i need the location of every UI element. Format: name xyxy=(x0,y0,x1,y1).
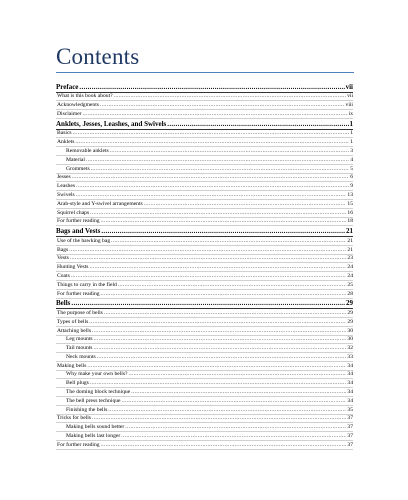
dot-leader xyxy=(108,407,346,414)
toc-entry-page-number: 23 xyxy=(347,255,353,262)
toc-entry-label: Finishing the bells xyxy=(66,406,108,413)
toc-entry[interactable] xyxy=(56,165,353,174)
toc-entry-page-number: ix xyxy=(348,110,353,117)
toc-entry-page-number: 1 xyxy=(349,119,353,128)
toc-entry[interactable] xyxy=(56,130,353,139)
toc-entry-page-number: 34 xyxy=(347,389,353,396)
toc-entry-label: Leg mounts xyxy=(66,336,93,343)
toc-entry-page-number: 33 xyxy=(347,353,353,360)
toc-entry[interactable] xyxy=(56,290,353,299)
toc-entry[interactable] xyxy=(56,110,353,119)
toc-chapter-entry[interactable] xyxy=(56,82,353,93)
dot-leader xyxy=(83,111,348,118)
dot-leader xyxy=(75,139,349,146)
dot-leader xyxy=(69,247,346,254)
toc-entry-page-number: 9 xyxy=(350,183,353,190)
toc-entry-label: Use of the hawking bag xyxy=(57,237,111,244)
toc-entry-label: Arab-style and Y-swivel arrangements xyxy=(57,200,143,207)
toc-entry-page-number: 24 xyxy=(347,272,353,279)
toc-entry-label: Neck mounts xyxy=(66,353,96,360)
toc-entry[interactable] xyxy=(56,218,353,227)
toc-entry-label: Making bells xyxy=(57,362,87,369)
toc-entry-label: Making bells last longer xyxy=(66,433,121,440)
toc-entry-page-number: 3 xyxy=(350,147,353,154)
toc-entry-page-number: 30 xyxy=(347,327,353,334)
toc-entry-label: Things to carry in the field xyxy=(57,281,117,288)
toc-entry-label: Anklets xyxy=(57,139,75,146)
dot-leader xyxy=(101,291,347,298)
toc-chapter-entry[interactable] xyxy=(56,299,353,310)
dot-leader xyxy=(104,310,347,317)
toc-entry-label: The purpose of bells xyxy=(57,309,103,316)
toc-entry[interactable] xyxy=(56,432,353,441)
toc-entry-page-number: 1 xyxy=(350,139,353,146)
toc-entry-label: Preface xyxy=(56,82,79,91)
toc-entry[interactable] xyxy=(56,397,353,406)
dot-leader xyxy=(94,345,347,352)
toc-entry-page-number: 6 xyxy=(350,174,353,181)
toc-entry-page-number: viii xyxy=(345,102,353,109)
toc-entry-label: What is this book about? xyxy=(57,93,113,100)
toc-entry-label: Why make your own bells? xyxy=(66,371,128,378)
toc-entry-label: Making bells sound better xyxy=(66,424,125,431)
toc-entry-page-number: 24 xyxy=(347,264,353,271)
dot-leader xyxy=(101,218,347,225)
toc-entry-page-number: 13 xyxy=(347,191,353,198)
dot-leader xyxy=(91,166,350,173)
toc-entry[interactable] xyxy=(56,441,353,450)
toc-entry-label: Basics xyxy=(57,130,72,137)
dot-leader xyxy=(131,389,346,396)
toc-entry[interactable] xyxy=(56,147,353,156)
toc-entry-page-number: 30 xyxy=(347,336,353,343)
toc-entry-page-number: 29 xyxy=(346,299,353,308)
dot-leader xyxy=(111,238,346,245)
toc-entry-page-number: 25 xyxy=(347,281,353,288)
toc-entry[interactable] xyxy=(56,255,353,264)
toc-entry-page-number: 21 xyxy=(347,237,353,244)
dot-leader xyxy=(121,433,346,440)
toc-entry[interactable] xyxy=(56,281,353,290)
dot-leader xyxy=(79,83,344,92)
toc-entry[interactable] xyxy=(56,182,353,191)
dot-leader xyxy=(122,398,347,405)
toc-entry[interactable] xyxy=(56,191,353,200)
toc-entry-page-number: 35 xyxy=(347,406,353,413)
toc-entry-page-number: 15 xyxy=(347,200,353,207)
toc-entry-label: For further reading xyxy=(57,290,100,297)
toc-entry-label: The bell press technique xyxy=(66,397,121,404)
dot-leader xyxy=(87,363,346,370)
toc-entry[interactable] xyxy=(56,362,353,371)
dot-leader xyxy=(125,424,346,431)
dot-leader xyxy=(167,120,348,129)
toc-entry-page-number: 29 xyxy=(347,318,353,325)
toc-entry[interactable] xyxy=(56,237,353,246)
toc-entry-page-number: vii xyxy=(345,82,353,91)
toc-entry[interactable] xyxy=(56,423,353,432)
toc-entry-page-number: 5 xyxy=(350,165,353,172)
dot-leader xyxy=(129,371,347,378)
dot-leader xyxy=(97,354,347,361)
toc-entry-label: Disclaimer xyxy=(57,110,82,117)
toc-entry-page-number: 37 xyxy=(347,424,353,431)
toc-chapter-entry[interactable] xyxy=(56,226,353,237)
toc-entry-label: Bags and Vests xyxy=(56,226,101,235)
page-title: Contents xyxy=(56,44,140,69)
toc-entry-page-number: 16 xyxy=(347,209,353,216)
toc-entry-label: Grommets xyxy=(66,165,90,172)
toc-entry-page-number: vii xyxy=(347,93,353,100)
toc-chapter-entry[interactable] xyxy=(56,119,353,130)
toc-entry-label: Attaching bells xyxy=(57,327,92,334)
dot-leader xyxy=(86,157,349,164)
toc-entry-label: Coats xyxy=(57,272,70,279)
toc-entry-label: Removable anklets xyxy=(66,147,109,154)
toc-entry-label: The doming block technique xyxy=(66,389,131,396)
toc-entry[interactable] xyxy=(56,200,353,209)
toc-entry-label: Acknowledgments xyxy=(57,102,99,109)
toc-entry[interactable] xyxy=(56,174,353,183)
toc-entry-label: Leashes xyxy=(57,183,76,190)
dot-leader xyxy=(118,282,347,289)
toc-entry-label: Jesses xyxy=(57,174,71,181)
toc-entry[interactable] xyxy=(56,93,353,102)
dot-leader xyxy=(76,192,347,199)
toc-entry-label: Anklets, Jesses, Leashes, and Swivels xyxy=(56,119,167,128)
dot-leader xyxy=(90,210,346,217)
toc-entry[interactable] xyxy=(56,344,353,353)
toc-entry[interactable] xyxy=(56,246,353,255)
toc-entry-label: Tail mounts xyxy=(66,345,93,352)
dot-leader xyxy=(89,264,346,271)
toc-entry[interactable] xyxy=(56,309,353,318)
toc-entry-label: Swivels xyxy=(57,191,75,198)
dot-leader xyxy=(90,380,347,387)
toc-entry[interactable] xyxy=(56,336,353,345)
toc-entry-label: Vests xyxy=(57,255,69,262)
toc-entry-label: Hunting Vests xyxy=(57,264,89,271)
dot-leader xyxy=(144,201,347,208)
toc-entry[interactable] xyxy=(56,209,353,218)
toc-entry-page-number: 21 xyxy=(346,226,353,235)
toc-entry-page-number: 29 xyxy=(347,309,353,316)
toc-entry-page-number: 34 xyxy=(347,380,353,387)
toc-entry-label: For further reading xyxy=(57,218,100,225)
toc-entry[interactable] xyxy=(56,388,353,397)
dot-leader xyxy=(94,336,347,343)
dot-leader xyxy=(76,183,349,190)
toc-entry[interactable] xyxy=(56,353,353,362)
toc-entry-label: Material xyxy=(66,156,85,163)
toc-entry[interactable] xyxy=(56,327,353,336)
toc-entry[interactable] xyxy=(56,263,353,272)
dot-leader xyxy=(101,227,345,236)
toc-entry-page-number: 37 xyxy=(347,441,353,448)
toc-entry[interactable] xyxy=(56,415,353,424)
toc-entry[interactable] xyxy=(56,371,353,380)
dot-leader xyxy=(89,319,346,326)
dot-leader xyxy=(101,442,347,449)
dot-leader xyxy=(92,328,346,335)
toc-entry-page-number: 37 xyxy=(347,415,353,422)
toc-entry-page-number: 34 xyxy=(347,371,353,378)
dot-leader xyxy=(73,130,350,137)
dot-leader xyxy=(70,255,347,262)
dot-leader xyxy=(110,148,349,155)
toc-entry[interactable] xyxy=(56,138,353,147)
dot-leader xyxy=(114,93,346,100)
toc-entry[interactable] xyxy=(56,101,353,110)
dot-leader xyxy=(100,102,345,109)
dot-leader xyxy=(72,174,350,181)
toc-entry[interactable] xyxy=(56,272,353,281)
dot-leader xyxy=(71,273,347,280)
toc-entry-page-number: 34 xyxy=(347,397,353,404)
dot-leader xyxy=(71,299,345,308)
toc-entry-label: Tricks for bells xyxy=(57,415,91,422)
toc-entry[interactable] xyxy=(56,156,353,165)
toc-entry-label: Types of bells xyxy=(57,318,89,325)
table-of-contents xyxy=(56,82,353,450)
toc-entry[interactable] xyxy=(56,379,353,388)
toc-entry-page-number: 1 xyxy=(350,130,353,137)
toc-entry-page-number: 4 xyxy=(350,156,353,163)
toc-entry[interactable] xyxy=(56,406,353,415)
toc-entry-page-number: 28 xyxy=(347,290,353,297)
dot-leader xyxy=(92,415,346,422)
toc-entry-page-number: 34 xyxy=(347,362,353,369)
toc-entry-label: Bell plugs xyxy=(66,380,89,387)
toc-entry-page-number: 37 xyxy=(347,433,353,440)
toc-entry-page-number: 21 xyxy=(347,246,353,253)
toc-entry-page-number: 18 xyxy=(347,218,353,225)
toc-entry[interactable] xyxy=(56,318,353,327)
toc-entry-label: Bells xyxy=(56,299,71,308)
toc-entry-label: Bags xyxy=(57,246,69,253)
toc-entry-label: For further reading xyxy=(57,441,100,448)
title-divider xyxy=(56,72,354,73)
toc-entry-label: Squirrel chaps xyxy=(57,209,90,216)
toc-entry-page-number: 32 xyxy=(347,345,353,352)
